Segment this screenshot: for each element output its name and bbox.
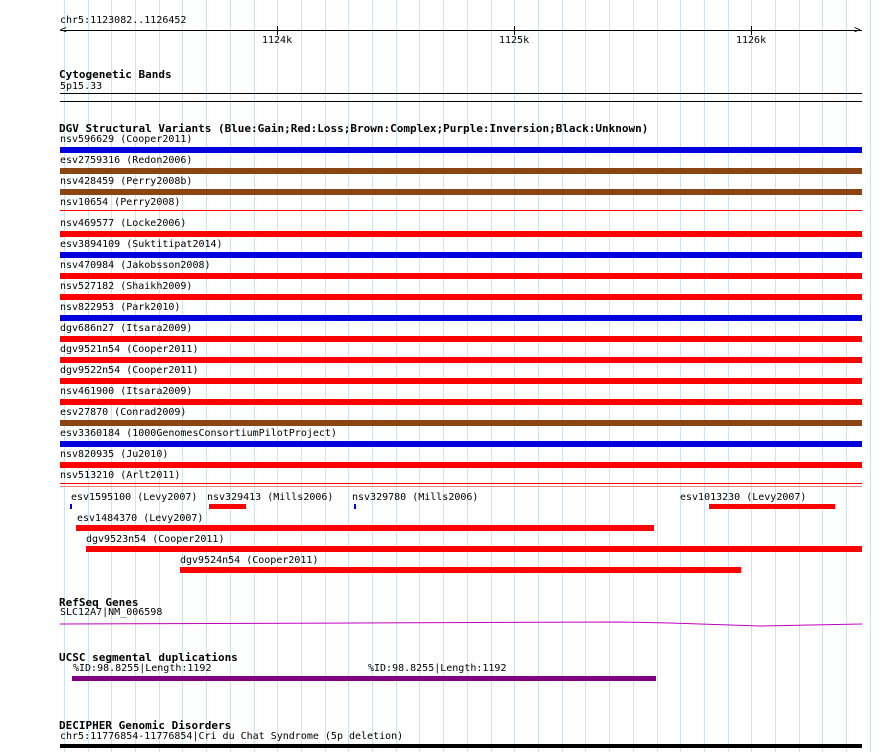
grid-line	[277, 0, 278, 752]
cytoband-bar-bottom	[60, 101, 862, 102]
dgv-variant-bar[interactable]	[60, 273, 862, 279]
dgv-feature-bar[interactable]	[86, 546, 862, 552]
dgv-variant-label[interactable]: esv2759316 (Redon2006)	[60, 155, 193, 166]
dgv-feature-bar[interactable]	[180, 567, 741, 573]
grid-line	[657, 0, 658, 752]
grid-line	[562, 0, 563, 752]
grid-line	[585, 0, 586, 752]
dgv-feature-label[interactable]: nsv329413 (Mills2006)	[207, 492, 334, 503]
dgv-variant-bar[interactable]	[60, 294, 862, 300]
grid-line	[822, 0, 823, 752]
segdup-feature-bar[interactable]	[72, 676, 368, 681]
dgv-variant-bar[interactable]	[60, 336, 862, 342]
dgv-feature-label[interactable]: dgv9524n54 (Cooper2011)	[180, 555, 319, 566]
ruler-left-arrow-icon: <	[60, 23, 67, 36]
dgv-variant-label[interactable]: nsv470984 (Jakobsson2008)	[60, 260, 211, 271]
grid-line	[728, 0, 729, 752]
dgv-track-title: DGV Structural Variants (Blue:Gain;Red:Loss;Brown:Complex;Purple:Inversion;Black:Unknown)	[59, 122, 649, 135]
grid-line	[372, 0, 373, 752]
cytoband-track-title: Cytogenetic Bands	[59, 68, 172, 81]
grid-line	[751, 0, 752, 752]
segdup-feature-label[interactable]: %ID:98.8255|Length:1192	[368, 663, 507, 674]
grid-line	[467, 0, 468, 752]
cytoband-label[interactable]: 5p15.33	[60, 81, 103, 92]
dgv-feature-label[interactable]: dgv9523n54 (Cooper2011)	[86, 534, 225, 545]
grid-line	[348, 0, 349, 752]
grid-line	[799, 0, 800, 752]
dgv-variant-label[interactable]: nsv513210 (Arlt2011)	[60, 470, 181, 481]
dgv-variant-label[interactable]: nsv10654 (Perry2008)	[60, 197, 181, 208]
segdup-feature-bar[interactable]	[368, 676, 656, 681]
dgv-track-divider	[60, 486, 862, 487]
tick-mark-1125k	[514, 26, 515, 35]
dgv-feature-label[interactable]: esv1595100 (Levy2007)	[71, 492, 198, 503]
dgv-feature-bar[interactable]	[709, 504, 835, 509]
dgv-variant-label[interactable]: nsv596629 (Cooper2011)	[60, 134, 193, 145]
refseq-gene-line[interactable]	[60, 618, 862, 630]
dgv-variant-bar[interactable]	[60, 231, 862, 237]
dgv-feature-label[interactable]: esv1484370 (Levy2007)	[77, 513, 204, 524]
dgv-variant-label[interactable]: dgv9521n54 (Cooper2011)	[60, 344, 199, 355]
grid-line	[846, 0, 847, 752]
refseq-track-title: RefSeq Genes	[59, 596, 139, 609]
dgv-feature-bar[interactable]	[70, 504, 72, 509]
dgv-variant-label[interactable]: esv3360184 (1000GenomesConsortiumPilotProject)	[60, 428, 337, 439]
dgv-feature-bar[interactable]	[354, 504, 356, 509]
ruler-line	[60, 30, 862, 31]
ruler-right-arrow-icon: >	[854, 23, 861, 36]
tick-mark-1126k	[751, 26, 752, 35]
tick-mark-1124k	[277, 26, 278, 35]
grid-line	[230, 0, 231, 752]
grid-line	[870, 0, 871, 752]
dgv-variant-bar[interactable]	[60, 189, 862, 195]
tick-label-1124k: 1124k	[262, 35, 293, 46]
grid-line	[419, 0, 420, 752]
dgv-variant-bar[interactable]	[60, 441, 862, 447]
dgv-variant-label[interactable]: nsv820935 (Ju2010)	[60, 449, 169, 460]
dgv-variant-bar[interactable]	[60, 315, 862, 321]
dgv-variant-label[interactable]: nsv822953 (Park2010)	[60, 302, 181, 313]
grid-line	[680, 0, 681, 752]
dgv-variant-label[interactable]: esv27870 (Conrad2009)	[60, 407, 187, 418]
dgv-variant-label[interactable]: nsv527182 (Shaikh2009)	[60, 281, 193, 292]
dgv-variant-bar[interactable]	[60, 210, 862, 211]
dgv-variant-bar[interactable]	[60, 147, 862, 153]
dgv-feature-bar[interactable]	[76, 525, 654, 531]
grid-line	[206, 0, 207, 752]
segdup-track-title: UCSC segmental duplications	[59, 651, 238, 664]
dgv-variant-label[interactable]: esv3894109 (Suktitipat2014)	[60, 239, 223, 250]
dgv-variant-bar[interactable]	[60, 378, 862, 384]
dgv-feature-bar[interactable]	[209, 504, 246, 509]
grid-line	[491, 0, 492, 752]
grid-line	[325, 0, 326, 752]
dgv-variant-label[interactable]: nsv469577 (Locke2006)	[60, 218, 187, 229]
dgv-variant-label[interactable]: nsv428459 (Perry2008b)	[60, 176, 193, 187]
tick-label-1125k: 1125k	[499, 35, 530, 46]
grid-line	[704, 0, 705, 752]
grid-line	[396, 0, 397, 752]
dgv-variant-label[interactable]: dgv9522n54 (Cooper2011)	[60, 365, 199, 376]
dgv-variant-label[interactable]: nsv461900 (Itsara2009)	[60, 386, 193, 397]
refseq-gene-label[interactable]: SLC12A7|NM_006598	[60, 607, 163, 618]
dgv-variant-bar[interactable]	[60, 252, 862, 258]
dgv-variant-bar[interactable]	[60, 483, 862, 484]
segdup-feature-label[interactable]: %ID:98.8255|Length:1192	[73, 663, 212, 674]
dgv-variant-bar[interactable]	[60, 399, 862, 405]
grid-line	[443, 0, 444, 752]
decipher-feature-bar[interactable]	[60, 744, 862, 748]
grid-line	[633, 0, 634, 752]
dgv-variant-bar[interactable]	[60, 168, 862, 174]
dgv-variant-bar[interactable]	[60, 462, 862, 468]
grid-line	[775, 0, 776, 752]
tick-label-1126k: 1126k	[736, 35, 767, 46]
dgv-feature-label[interactable]: nsv329780 (Mills2006)	[352, 492, 479, 503]
dgv-feature-label[interactable]: esv1013230 (Levy2007)	[680, 492, 807, 503]
decipher-track-title: DECIPHER Genomic Disorders	[59, 719, 232, 732]
dgv-variant-label[interactable]: dgv686n27 (Itsara2009)	[60, 323, 193, 334]
location-label: chr5:1123082..1126452	[60, 15, 187, 26]
dgv-variant-bar[interactable]	[60, 420, 862, 426]
decipher-feature-label[interactable]: chr5:11776854-11776854|Cri du Chat Syndrome (5p deletion)	[60, 731, 404, 742]
grid-line	[514, 0, 515, 752]
dgv-variant-bar[interactable]	[60, 357, 862, 363]
grid-line	[538, 0, 539, 752]
cytoband-bar-top	[60, 93, 862, 94]
grid-line	[609, 0, 610, 752]
grid-line	[301, 0, 302, 752]
grid-line	[254, 0, 255, 752]
